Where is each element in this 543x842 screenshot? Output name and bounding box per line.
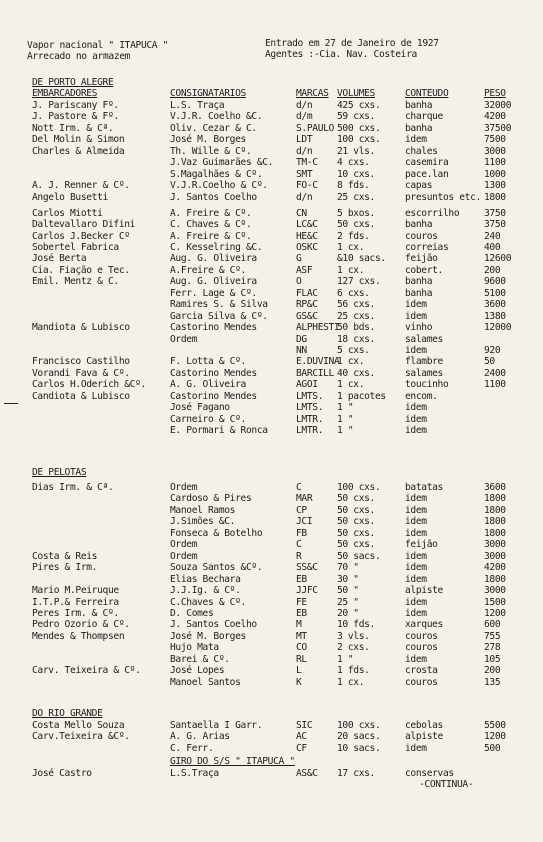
manifest-row-c5: 3000 — [484, 539, 506, 551]
manifest-row-c3: 10 sacs. — [337, 742, 381, 754]
manifest-row-c3: 3 vls. — [337, 630, 370, 642]
manifest-row-c5: 3000 — [484, 585, 506, 597]
manifest-row-c1: Aug. G. Oliveira — [170, 253, 257, 265]
manifest-row-c2: GS&C — [296, 310, 318, 322]
manifest-row-c3: 425 cxs. — [337, 100, 381, 111]
manifest-row-c3: 100 cxs. — [337, 134, 381, 146]
vessel-line: Vapor nacional " ITAPUCA " — [27, 40, 169, 51]
manifest-row-c0: A. J. Renner & Cº. — [32, 180, 130, 192]
manifest-row-c5: 3750 — [484, 219, 506, 231]
manifest-row-c4: xarques — [405, 619, 443, 631]
manifest-row-c2: CO — [296, 642, 307, 654]
column-header-conteudo: CONTEUDO — [405, 88, 449, 99]
manifest-row-c1: Ramires S. & Silva — [170, 299, 268, 311]
manifest-row-c5: 1200 — [484, 731, 506, 743]
manifest-row-c5: 1800 — [484, 573, 506, 585]
manifest-row-c2: EB — [296, 573, 307, 585]
manifest-row-c5: 5500 — [484, 720, 506, 731]
manifest-row-c3: 1 " — [337, 425, 354, 437]
manifest-row-c3: 500 cxs. — [337, 122, 381, 134]
manifest-row-c3: 1 " — [337, 413, 354, 425]
manifest-row-c0: Costa & Reis — [32, 550, 98, 562]
manifest-row-c0: Del Molin & Simon — [32, 134, 125, 146]
manifest-row-c5: 1300 — [484, 180, 506, 192]
manifest-row-c2: LMTS. — [296, 390, 324, 402]
continues-note: -CONTINUA- — [419, 779, 474, 790]
manifest-row-c5: 9600 — [484, 276, 506, 288]
manifest-row-c0: Costa Mello Souza — [32, 720, 125, 731]
manifest-row-c3: 1 cx. — [337, 356, 365, 368]
manifest-row-c5: 1800 — [484, 516, 506, 528]
manifest-row-c2: C — [296, 539, 302, 551]
manifest-row-c2: LDT — [296, 134, 313, 146]
manifest-row-c0: Carlos J.Becker Cº — [32, 230, 130, 242]
column-header-peso: PESO — [484, 88, 506, 99]
manifest-row-c1: Carneiro & Cº. — [170, 413, 246, 425]
manifest-row-c2: K — [296, 676, 302, 688]
manifest-row-c1: Garcia Silva & Cº. — [170, 310, 268, 322]
manifest-row-c2: LC&C — [296, 219, 318, 231]
manifest-row-c2: AC — [296, 731, 307, 743]
manifest-row-c5: 50 — [484, 356, 495, 368]
manifest-row-c3: 20 sacs. — [337, 731, 381, 743]
manifest-row-c0: Daltevallaro Difini — [32, 219, 136, 231]
manifest-row-c2: ALPHESTI — [296, 322, 340, 334]
manifest-row-c3: 50 cxs. — [337, 493, 375, 505]
manifest-row-c5: 200 — [484, 264, 501, 276]
manifest-row-c4: cebolas — [405, 720, 443, 731]
manifest-row-c4: banha — [405, 276, 433, 288]
manifest-row-c4: casemira — [405, 157, 449, 169]
manifest-row-c5: 500 — [484, 742, 501, 754]
manifest-row-c1: José Fagano — [170, 402, 230, 414]
manifest-row-c4: banha — [405, 100, 433, 111]
manifest-row-c1: S.Magalhães & Cº. — [170, 168, 263, 180]
manifest-row-c2: LMTR. — [296, 413, 324, 425]
manifest-row-c2: L — [296, 665, 302, 677]
manifest-row-c0: Cia. Fiação e Tec. — [32, 264, 130, 276]
manifest-row-final-c1: L.S.Traça — [170, 768, 219, 779]
manifest-row-c1: A. G. Oliveira — [170, 379, 246, 391]
manifest-row-c3: 59 cxs. — [337, 111, 375, 123]
manifest-row-c2: AGOI — [296, 379, 318, 391]
manifest-row-c2: OSKC — [296, 241, 318, 253]
manifest-row-c1: J.Vaz Guimarães &C. — [170, 157, 274, 169]
manifest-row-c1: A.Freire & Cº. — [170, 264, 246, 276]
manifest-row-c2: EB — [296, 607, 307, 619]
manifest-row-c0: Carlos Miotti — [32, 207, 103, 219]
manifest-row-c5: 920 — [484, 345, 501, 356]
manifest-row-c4: idem — [405, 607, 427, 619]
manifest-row-c4: batatas — [405, 482, 443, 493]
manifest-row-c3: 2 cxs. — [337, 642, 370, 654]
manifest-row-c4: banha — [405, 287, 433, 299]
manifest-row-c4: couros — [405, 230, 438, 242]
manifest-row-c2: RP&C — [296, 299, 318, 311]
manifest-row-c3: 50 cxs. — [337, 539, 375, 551]
manifest-row-c3: 30 " — [337, 573, 359, 585]
manifest-row-c3: 40 cxs. — [337, 367, 375, 379]
manifest-row-c0: Vorandi Fava & Cº. — [32, 367, 130, 379]
manifest-row-c4: couros — [405, 642, 438, 654]
section-title-pelotas: DE PELOTAS — [32, 467, 87, 478]
manifest-row-c4: idem — [405, 402, 427, 414]
manifest-row-c2: SIC — [296, 720, 313, 731]
manifest-row-c5: 1800 — [484, 504, 506, 516]
manifest-row-c5: 2400 — [484, 367, 506, 379]
manifest-row-c4: idem — [405, 413, 427, 425]
stored-line: Arrecado no armazem — [27, 51, 131, 62]
manifest-row-c1: C. Ferr. — [170, 742, 214, 754]
manifest-row-c4: banha — [405, 122, 433, 134]
manifest-row-c3: 50 " — [337, 585, 359, 597]
agents-line: Agentes :-Cia. Nav. Costeira — [265, 49, 417, 60]
manifest-row-c3: 50 cxs. — [337, 527, 375, 539]
manifest-row-c2: R — [296, 550, 302, 562]
manifest-row-c0: José Berta — [32, 253, 87, 265]
manifest-row-c2: d/n — [296, 191, 313, 203]
manifest-row-c4: idem — [405, 573, 427, 585]
manifest-row-c4: salames — [405, 333, 443, 345]
manifest-row-final-c2: AS&C — [296, 768, 318, 779]
manifest-row-c2: NN — [296, 345, 307, 356]
manifest-row-c1: C. Kesselring &C. — [170, 241, 263, 253]
manifest-row-c1: Barei & Cº. — [170, 653, 230, 665]
manifest-row-c4: idem — [405, 562, 427, 574]
manifest-row-c3: 1 pacotes — [337, 390, 386, 402]
manifest-row-c5: 1380 — [484, 310, 506, 322]
manifest-row-c4: idem — [405, 516, 427, 528]
manifest-row-c2: d/n — [296, 145, 313, 157]
margin-tick-mark — [4, 403, 18, 404]
manifest-row-c3: 50 cxs. — [337, 516, 375, 528]
manifest-row-c5: 7500 — [484, 134, 506, 146]
manifest-row-c3: 10 cxs. — [337, 168, 375, 180]
shippers-header: EMBARCADORES — [32, 88, 98, 99]
manifest-row-c1: Th. Wille & Cº. — [170, 145, 252, 157]
manifest-row-c4: banha — [405, 219, 433, 231]
manifest-row-c5: 1500 — [484, 596, 506, 608]
manifest-row-c2: FO-C — [296, 180, 318, 192]
manifest-row-c3: 50 bds. — [337, 322, 375, 334]
manifest-row-c5: 240 — [484, 230, 501, 242]
manifest-row-c4: idem — [405, 550, 427, 562]
manifest-row-c0: Mandiota & Lubisco — [32, 322, 130, 334]
manifest-row-c5: 200 — [484, 665, 501, 677]
manifest-row-c3: 10 fds. — [337, 619, 375, 631]
manifest-row-c1: Oliv. Cezar & C. — [170, 122, 257, 134]
manifest-row-c4: cobert. — [405, 264, 443, 276]
manifest-row-c4: crosta — [405, 665, 438, 677]
section-title-porto-alegre: DE PORTO ALEGRE — [32, 77, 114, 88]
manifest-row-c5: 1100 — [484, 157, 506, 169]
manifest-row-c1: Ordem — [170, 539, 198, 551]
manifest-row-c4: salames — [405, 367, 443, 379]
manifest-row-c5: 3000 — [484, 550, 506, 562]
manifest-row-c3: &10 sacs. — [337, 253, 386, 265]
manifest-row-c2: CP — [296, 504, 307, 516]
manifest-row-c2: FB — [296, 527, 307, 539]
manifest-row-c3: 70 " — [337, 562, 359, 574]
manifest-row-c3: 1 cx. — [337, 676, 365, 688]
manifest-row-c5: 12600 — [484, 253, 512, 265]
manifest-row-c5: 3600 — [484, 482, 506, 493]
manifest-row-c5: 32000 — [484, 100, 512, 111]
manifest-row-c5: 37500 — [484, 122, 512, 134]
manifest-row-c5: 1800 — [484, 527, 506, 539]
manifest-row-c4: capas — [405, 180, 433, 192]
manifest-row-c3: 20 " — [337, 607, 359, 619]
manifest-row-c2: S.PAULO — [296, 122, 334, 134]
manifest-row-c1: Ferr. Lage & Cº. — [170, 287, 257, 299]
manifest-row-c4: idem — [405, 299, 427, 311]
manifest-row-c3: 8 fds. — [337, 180, 370, 192]
manifest-row-c3: 25 cxs. — [337, 310, 375, 322]
manifest-row-c1: Manoel Ramos — [170, 504, 236, 516]
manifest-row-c3: 1 fds. — [337, 665, 370, 677]
manifest-row-c4: idem — [405, 310, 427, 322]
manifest-row-c2: C — [296, 482, 302, 493]
manifest-row-c0: Dias Irm. & Cª. — [32, 482, 114, 493]
manifest-row-c5: 4200 — [484, 562, 506, 574]
section-title-rio-grande: DO RIO GRANDE — [32, 708, 103, 719]
manifest-row-c4: idem — [405, 345, 427, 356]
manifest-row-c3: 18 cxs. — [337, 333, 375, 345]
manifest-row-c3: 4 cxs. — [337, 157, 370, 169]
manifest-row-c1: J.J.Ig. & Cº. — [170, 585, 241, 597]
manifest-row-c3: 56 cxs. — [337, 299, 375, 311]
manifest-row-c0: Pedro Ozorio & Cº. — [32, 619, 130, 631]
manifest-row-c5: 12000 — [484, 322, 512, 334]
manifest-row-c1: Castorino Mendes — [170, 322, 257, 334]
manifest-row-c1: Aug. G. Oliveira — [170, 276, 257, 288]
manifest-row-c5: 755 — [484, 630, 501, 642]
manifest-row-c0: Pires & Irm. — [32, 562, 98, 574]
manifest-row-c4: alpiste — [405, 585, 443, 597]
manifest-row-c1: Elias Bechara — [170, 573, 241, 585]
manifest-row-c4: idem — [405, 134, 427, 146]
manifest-row-c4: feijão — [405, 253, 438, 265]
manifest-row-c5: 135 — [484, 676, 501, 688]
manifest-row-c3: 1 cx. — [337, 379, 365, 391]
manifest-row-c1: A. Freire & Cº. — [170, 207, 252, 219]
manifest-row-c4: idem — [405, 425, 427, 437]
manifest-row-c1: Cardoso & Pires — [170, 493, 252, 505]
manifest-row-c2: SMT — [296, 168, 313, 180]
manifest-row-c3: 127 cxs. — [337, 276, 381, 288]
manifest-row-c4: couros — [405, 676, 438, 688]
manifest-row-c1: Fonseca & Botelho — [170, 527, 263, 539]
manifest-row-c4: vinho — [405, 322, 433, 334]
manifest-row-c4: flambre — [405, 356, 443, 368]
manifest-row-c3: 1 " — [337, 402, 354, 414]
manifest-row-c2: JCI — [296, 516, 313, 528]
manifest-row-c1: L.S. Traça — [170, 100, 225, 111]
manifest-row-c5: 3000 — [484, 145, 506, 157]
manifest-row-c3: 50 cxs. — [337, 219, 375, 231]
manifest-row-c4: encom. — [405, 390, 438, 402]
manifest-row-c3: 50 sacs. — [337, 550, 381, 562]
manifest-row-c0: Peres Irm. & Cº. — [32, 607, 119, 619]
manifest-row-final-c0: José Castro — [32, 768, 92, 779]
manifest-row-c5: 105 — [484, 653, 501, 665]
manifest-row-c0: Francisco Castilho — [32, 356, 130, 368]
manifest-row-c1: Santaella I Garr. — [170, 720, 263, 731]
manifest-row-c1: C.Chaves & Cº. — [170, 596, 246, 608]
manifest-row-c1: José M. Borges — [170, 134, 246, 146]
manifest-row-c5: 3600 — [484, 299, 506, 311]
manifest-row-c2: BARCILL — [296, 367, 334, 379]
manifest-row-c1: V.J.R.Coelho & Cº. — [170, 180, 268, 192]
manifest-row-c3: 21 vls. — [337, 145, 375, 157]
manifest-row-c0: Sobertel Fabrica — [32, 241, 119, 253]
manifest-row-c3: 1 cx. — [337, 264, 365, 276]
manifest-row-c1: D. Comes — [170, 607, 214, 619]
manifest-row-c2: CF — [296, 742, 307, 754]
manifest-row-c0: Candiota & Lubisco — [32, 390, 130, 402]
manifest-row-c4: idem — [405, 504, 427, 516]
manifest-row-c5: 3750 — [484, 207, 506, 219]
column-header-consignatarios: CONSIGNATARIOS — [170, 88, 246, 99]
manifest-row-c1: Ordem — [170, 550, 198, 562]
manifest-row-final-c4: conservas — [405, 768, 454, 779]
manifest-row-c4: idem — [405, 493, 427, 505]
manifest-row-c2: d/m — [296, 111, 313, 123]
column-header-volumes: VOLUMES — [337, 88, 375, 99]
manifest-row-c2: CN — [296, 207, 307, 219]
manifest-row-c4: idem — [405, 653, 427, 665]
manifest-row-c4: presuntos etc. — [405, 191, 481, 203]
manifest-row-c4: correias — [405, 241, 449, 253]
manifest-row-c5: 400 — [484, 241, 501, 253]
manifest-row-c3: 100 cxs. — [337, 482, 381, 493]
manifest-row-c2: FE — [296, 596, 307, 608]
manifest-row-c1: A. G. Arias — [170, 731, 230, 743]
manifest-row-c0: J. Pastore & Fº. — [32, 111, 119, 123]
manifest-row-c5: 1800 — [484, 493, 506, 505]
manifest-row-c0: Carv. Teixeira & Cº. — [32, 665, 141, 677]
manifest-row-c2: LMTS. — [296, 402, 324, 414]
manifest-row-c0: J. Pariscany Fº. — [32, 100, 119, 111]
manifest-row-c4: alpiste — [405, 731, 443, 743]
manifest-row-c1: A. Freire & Cº. — [170, 230, 252, 242]
manifest-row-c1: Ordem — [170, 482, 198, 493]
manifest-row-c5: 1800 — [484, 191, 506, 203]
manifest-row-c3: 100 cxs. — [337, 720, 381, 731]
manifest-row-c0: Mendes & Thompsen — [32, 630, 125, 642]
manifest-row-c4: toucinho — [405, 379, 449, 391]
manifest-row-c3: 2 fds. — [337, 230, 370, 242]
manifest-row-c4: idem — [405, 596, 427, 608]
manifest-row-c4: chales — [405, 145, 438, 157]
manifest-row-c1: Ordem — [170, 333, 198, 345]
manifest-row-c2: d/n — [296, 100, 313, 111]
manifest-row-c2: O — [296, 276, 302, 288]
manifest-row-c4: pace.lan — [405, 168, 449, 180]
manifest-row-c1: Manoel Santos — [170, 676, 241, 688]
manifest-row-c2: MT — [296, 630, 307, 642]
manifest-row-c3: 1 " — [337, 653, 354, 665]
manifest-row-c2: SS&C — [296, 562, 318, 574]
manifest-row-c3: 50 cxs. — [337, 504, 375, 516]
manifest-row-c4: charque — [405, 111, 443, 123]
manifest-row-final-c3: 17 cxs. — [337, 768, 375, 779]
manifest-row-c1: J.Simões &C. — [170, 516, 236, 528]
manifest-row-c3: 25 cxs. — [337, 191, 375, 203]
manifest-row-c0: Charles & Almeida — [32, 145, 125, 157]
manifest-row-c2: MAR — [296, 493, 313, 505]
manifest-row-c3: 25 " — [337, 596, 359, 608]
manifest-row-c0: Nott Irm. & Cª. — [32, 122, 114, 134]
manifest-row-c2: LMTR. — [296, 425, 324, 437]
column-header-marcas: MARCAS — [296, 88, 329, 99]
manifest-row-c1: F. Lotta & Cº. — [170, 356, 246, 368]
manifest-row-c4: feijão — [405, 539, 438, 551]
manifest-row-c1: Hujo Mata — [170, 642, 219, 654]
manifest-row-c5: 1000 — [484, 168, 506, 180]
manifest-row-c2: DG — [296, 333, 307, 345]
manifest-row-c1: V.J.R. Coelho &C. — [170, 111, 263, 123]
manifest-row-c5: 4200 — [484, 111, 506, 123]
manifest-row-c5: 278 — [484, 642, 501, 654]
manifest-row-c4: escorrilho — [405, 207, 460, 219]
manifest-row-c1: J. Santos Coelho — [170, 191, 257, 203]
manifest-row-c5: 1200 — [484, 607, 506, 619]
manifest-row-c2: FLAC — [296, 287, 318, 299]
manifest-row-c1: José Lopes — [170, 665, 225, 677]
manifest-row-c5: 1100 — [484, 379, 506, 391]
manifest-row-c3: 6 cxs. — [337, 287, 370, 299]
entered-line: Entrado em 27 de Janeiro de 1927 — [265, 38, 439, 49]
manifest-row-c1: Castorino Mendes — [170, 367, 257, 379]
manifest-row-c0: Emil. Mentz & C. — [32, 276, 119, 288]
manifest-row-c5: 600 — [484, 619, 501, 631]
manifest-row-c2: HE&C — [296, 230, 318, 242]
manifest-row-c1: C. Chaves & Cº. — [170, 219, 252, 231]
manifest-row-c5: 5100 — [484, 287, 506, 299]
manifest-row-c4: couros — [405, 630, 438, 642]
transfer-note: GIRO DO S/S " ITAPUCA " — [170, 756, 295, 767]
manifest-row-c2: G — [296, 253, 302, 265]
manifest-row-c1: Castorino Mendes — [170, 390, 257, 402]
manifest-row-c3: 1 cx. — [337, 241, 365, 253]
manifest-row-c0: Angelo Busetti — [32, 191, 108, 203]
manifest-row-c3: 5 bxos. — [337, 207, 375, 219]
manifest-row-c4: idem — [405, 527, 427, 539]
manifest-row-c4: idem — [405, 742, 427, 754]
manifest-row-c0: I.T.P.& Ferreira — [32, 596, 119, 608]
manifest-row-c1: E. Pormari & Ronca — [170, 425, 268, 437]
manifest-row-c1: J. Santos Coelho — [170, 619, 257, 631]
manifest-row-c2: M — [296, 619, 302, 631]
manifest-row-c2: ASF — [296, 264, 313, 276]
manifest-row-c0: Carv.Teixeira &Cº. — [32, 731, 130, 743]
manifest-row-c2: JJFC — [296, 585, 318, 597]
manifest-row-c0: Carlos H.Oderich &Cº. — [32, 379, 146, 391]
manifest-row-c0: Mario M.Peiruque — [32, 585, 119, 597]
manifest-row-c1: José M. Borges — [170, 630, 246, 642]
manifest-row-c2: RL — [296, 653, 307, 665]
manifest-row-c2: TM-C — [296, 157, 318, 169]
manifest-row-c3: 5 cxs. — [337, 345, 370, 356]
manifest-row-c1: Souza Santos &Cº. — [170, 562, 263, 574]
manifest-row-c2: E.DUVINA — [296, 356, 340, 368]
